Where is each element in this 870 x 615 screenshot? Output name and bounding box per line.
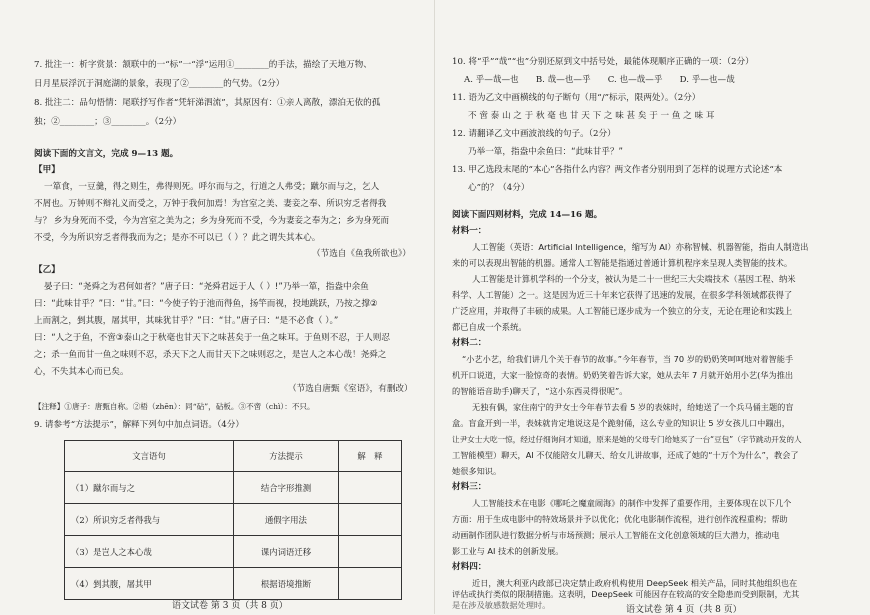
q8-line2: 独；②________；③________。（2分） xyxy=(34,117,182,127)
m3-line3: 动画制作团队进行数据分析与市场预测；展示人工智能在文化创意领域的巨大潜力，推动电 xyxy=(452,530,780,540)
m4-line1: 近日，澳大利亚内政部已决定禁止政府机构使用 DeepSeek 相关产品，同时其他组织也在 xyxy=(472,578,798,588)
m2-line6: 让尹女士大吃一惊，经过仔细询问才知道，原来是她的父母专门给她买了一台“豆包”（字节跳动开发的人 xyxy=(452,435,802,444)
answer-cell[interactable] xyxy=(338,536,401,568)
m2-line5: 盒。盲盒开到一半，表妹就肯定地说这是个跪射俑，这么专业的知识让 5 岁女孩儿口中蹦出， xyxy=(452,418,790,428)
section-heading-14-16: 阅读下面四则材料，完成 14—16 题。 xyxy=(452,210,603,220)
page-4 xyxy=(438,0,870,614)
m2-line7: 工智能模型）聊天，AI 不仅能陪女儿聊天、给女儿讲故事，还成了她的“十万个为什么”，教会了 xyxy=(452,450,799,460)
q13-line2: 心”的？（4分） xyxy=(468,183,530,193)
m1-line5: 广泛应用，并取得了丰硕的成果。人工智能已逐步成为一个独立的分支，无论在理论和实践上 xyxy=(452,306,793,316)
material-2-label: 材料二： xyxy=(452,338,487,348)
passage-yi-label: 【乙】 xyxy=(34,265,60,275)
yi-line2: 曰：“此味甘乎？”曰：“甘。”曰：“今使子钓于池而得鱼，扬竿而视，投地跳跃，乃按之撑② xyxy=(34,299,378,309)
q11-prompt: 11. 语为乙文中画横线的句子断句（用“/”标示，限两处）。（2分） xyxy=(452,93,701,103)
passage-jia-label: 【甲】 xyxy=(34,165,60,175)
table-header: 解 释 xyxy=(338,441,401,472)
m2-line1: “小艺小艺，给我们讲几个关于春节的故事。”今年春节，当 70 岁的奶奶笑呵呵地对着智能手 xyxy=(462,354,794,364)
m1-line3: 人工智能是计算机学科的一个分支，被认为是二十一世纪三大尖端技术（基因工程、纳米 xyxy=(472,274,796,284)
m2-line8: 她很多知识。 xyxy=(452,466,502,476)
table-cell: 根据语境推断 xyxy=(234,568,339,600)
annotation-notes: 【注释】①唐子：唐甄自称。②梧（zhēn）：同“砧”，砧板。③不啻（chì）：不只。 xyxy=(34,402,315,411)
jia-line2: 不屑也。万钟则不辩礼义而受之，万钟于我何加焉！为宫室之美、妻妾之奉、所识穷乏者得我 xyxy=(34,199,387,209)
table-cell: （4）剉其腹，屠其甲 xyxy=(65,568,234,600)
material-3-label: 材料三： xyxy=(452,482,487,492)
page-3 xyxy=(0,0,432,614)
table-row xyxy=(65,472,402,504)
q13-line1: 13. 甲乙选段末尾的“本心”各指什么内容？两文作者分别用到了怎样的说理方式论述“本 xyxy=(452,165,783,175)
q7-line1: 7. 批注一：析字赏景：颔联中的一“标”一“浮”运用①________的手法，描绘了天地万物、 xyxy=(34,60,372,70)
m1-line1: 人工智能（英语：Artificial Intelligence，缩写为 AI）亦称智械、机器智能，指由人制造出 xyxy=(472,242,809,252)
m4-line3: 是在涉及敏感数据处理时。 xyxy=(452,600,551,610)
jia-line1: 一箪食，一豆羹，得之则生，弗得则死。呼尔而与之，行道之人弗受；蹴尔而与之，乞人 xyxy=(44,182,380,192)
table-cell: 课内词语迁移 xyxy=(234,536,339,568)
q10-options: A. 乎—哉—也 B. 哉—也—乎 C. 也—哉—乎 D. 乎—也—哉 xyxy=(464,75,735,85)
page-footer: 语文试卷 第 3 页（共 8 页） xyxy=(172,601,288,611)
answer-cell[interactable] xyxy=(338,504,401,536)
jia-line3: 与？ 乡为身死而不受，今为宫室之美为之；乡为身死而不受，今为妻妾之奉为之；乡为身死而 xyxy=(34,216,390,226)
page-divider xyxy=(434,0,435,614)
m4-line2: 评估或执行类似的限制措施。这表明，DeepSeek 可能因存在较高的安全隐患而受到限制，尤其 xyxy=(452,589,800,599)
m3-line2: 方面：用于生成电影中的特效场景并予以优化；优化电影制作流程，进行创作流程重构；帮助 xyxy=(452,514,788,524)
m1-line6: 都已自成一个系统。 xyxy=(452,322,527,332)
table-cell: 结合字形推测 xyxy=(234,472,339,504)
q9-prompt: 9. 请参考“方法提示”，解释下列句中加点词语。（4分） xyxy=(34,420,244,430)
material-1-label: 材料一： xyxy=(452,226,487,236)
m1-line2: 来的可以表现出智能的机器。通常人工智能是指通过普通计算机程序来呈现人类智能的技术。 xyxy=(452,258,793,268)
method-table xyxy=(64,440,402,600)
table-row xyxy=(65,536,402,568)
m2-line4: 无独有偶，家住南宁的尹女士今年春节去看 5 岁的表妹时，给她送了一个兵马俑主题的盲 xyxy=(472,402,794,412)
m3-line4: 影工业与 AI 技术的创新发展。 xyxy=(452,546,564,556)
yi-line6: 心，不失其本心而已矣。 xyxy=(34,367,129,377)
q12-sentence: 乃举一箪，指盎中余鱼曰：“此味甘乎？” xyxy=(468,147,623,157)
yi-line5: 之；杀一鱼而甘一鱼之味则不忍，杀天下之人而甘天下之味则忍之，是岂人之本心哉！尧舜之 xyxy=(34,350,387,360)
q10-prompt: 10. 将“乎”“哉”“也”分别还原到文中括号处，最能体现顺序正确的一项：（2分） xyxy=(452,57,754,67)
jia-source: （节选自《鱼我所欲也》） xyxy=(312,249,411,259)
m3-line1: 人工智能技术在电影《哪吒之魔童闹海》的制作中发挥了重要作用，主要体现在以下几个 xyxy=(472,498,792,508)
answer-cell[interactable] xyxy=(338,568,401,600)
m1-line4: 科学、人工智能）之一。这是因为近三十年来它获得了迅速的发展，在很多学科领域都获得了 xyxy=(452,290,793,300)
table-header: 文言语句 xyxy=(65,441,234,472)
section-heading-9-13: 阅读下面的文言文，完成 9—13 题。 xyxy=(34,149,179,159)
q11-sentence: 不 啻 泰 山 之 于 秋 毫 也 甘 天 下 之 味 甚 矣 于 一 鱼 之 味 耳 xyxy=(468,111,715,121)
q8-line1: 8. 批注二：品句悟情：尾联抒写作者“凭轩涕泗流”，其原因有：①亲人离散，漂泊无依的孤 xyxy=(34,98,381,108)
table-row xyxy=(65,504,402,536)
q7-line2: 日月星辰浮沉于洞庭湖的景象，表现了②________的气势。（2分） xyxy=(34,79,285,89)
table-cell: （3）是岂人之本心哉 xyxy=(65,536,234,568)
material-4-label: 材料四： xyxy=(452,562,487,572)
q12-prompt: 12. 请翻译乙文中画波浪线的句子。（2分） xyxy=(452,129,616,139)
table-header: 方法提示 xyxy=(234,441,339,472)
table-cell: （1）蹴尔而与之 xyxy=(65,472,234,504)
table-row xyxy=(65,568,402,600)
yi-line4: 曰：“人之于鱼，不啻③泰山之于秋毫也甘天下之味甚矣于一鱼之味耳。于鱼则不忍，于人则忍 xyxy=(34,333,390,343)
page-footer: 语文试卷 第 4 页（共 8 页） xyxy=(622,602,746,615)
answer-cell[interactable] xyxy=(338,472,401,504)
m2-line3: 的智能语音助手)聊天了，“这小东西灵得很呢”。 xyxy=(452,386,628,396)
jia-line4: 不受，今为所识穷乏者得我而为之；是亦不可以已（ ）？此之谓失其本心。 xyxy=(34,233,321,243)
yi-line3: 上而割之，剉其腹，屠其甲，其味犹甘乎？”曰：“甘。”唐子曰：“是不必食（ ）。” xyxy=(34,316,339,326)
yi-source: （节选自唐甄《室语》，有删改） xyxy=(288,384,413,394)
yi-line1: 晏子曰：“尧舜之为君何如者？”唐子曰：“尧舜君远于人（ ）!”乃举一箪，指盎中余鱼 xyxy=(44,282,369,292)
table-cell: 通假字用法 xyxy=(234,504,339,536)
table-cell: （2）所识穷乏者得我与 xyxy=(65,504,234,536)
m2-line2: 机开口说道，大家一脸惊奇的表情。奶奶笑着告诉大家，她从去年 7 月就开始用小艺(华为推出 xyxy=(452,370,794,380)
